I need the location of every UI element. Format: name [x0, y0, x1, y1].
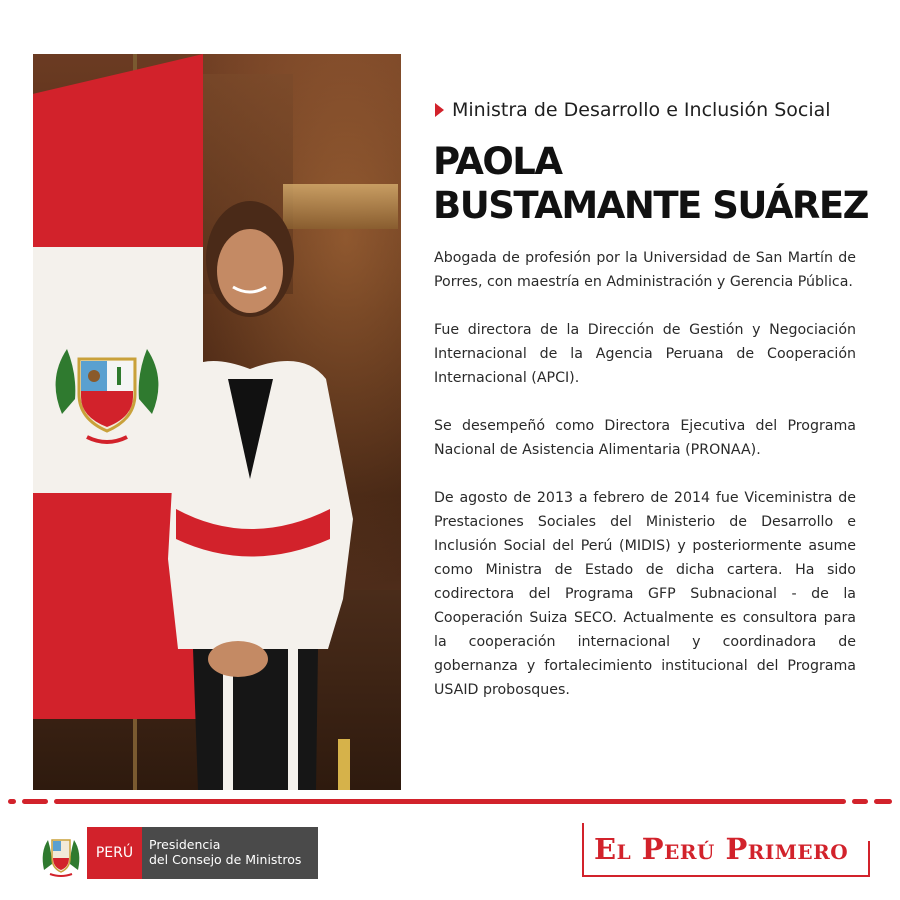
divider-segment [874, 799, 892, 804]
red-triangle-bullet-icon [435, 103, 444, 117]
portrait-photo [33, 54, 401, 790]
divider-segment [852, 799, 868, 804]
role-heading [435, 99, 831, 121]
minister-figure [138, 179, 378, 790]
slogan-frame [582, 823, 868, 877]
peru-label-box [87, 827, 142, 879]
section-divider [8, 799, 892, 804]
divider-segment [54, 799, 846, 804]
bio-paragraph-2: Fue directora de la Dirección de Gestión y Negociación Internacional de la Agencia Peruana de Cooperación Internacional (APCI). [434, 322, 856, 386]
country-label: PERÚ [95, 845, 134, 861]
biography [434, 246, 856, 726]
national-shield-icon [40, 830, 82, 878]
role-text: Ministra de Desarrollo e Inclusión Social [452, 99, 831, 121]
institution-line-2: del Consejo de Ministros [149, 852, 302, 867]
name-line-1: PAOLA [433, 140, 562, 183]
institution-line-1: Presidencia [149, 837, 221, 852]
bio-paragraph-3: Se desempeñó como Directora Ejecutiva del Programa Nacional de Asistencia Alimentaria (PRONAA). [434, 418, 856, 458]
bio-paragraph-4: De agosto de 2013 a febrero de 2014 fue Viceministra de Prestaciones Sociales del Ministerio de Desarrollo e Inclusión Social del Perú (MIDIS) y posteriormente asume como Ministra de Estado de dicha cartera. Ha sido codirectora del Programa GFP Subnacional - de la Cooperación Suiza SECO. Actualmente es consultora para la cooperación internacional y coordinadora de gobernanza y fortalecimiento institucional del Programa USAID probosques. [434, 490, 856, 698]
person-name [433, 140, 873, 228]
bio-paragraph-1: Abogada de profesión por la Universidad de San Martín de Porres, con maestría en Administración y Gerencia Pública. [434, 250, 856, 290]
slogan-text: El Perú Primero [594, 832, 849, 866]
divider-segment [8, 799, 16, 804]
divider-segment [22, 799, 48, 804]
name-line-2: BUSTAMANTE SUÁREZ [433, 184, 868, 227]
institution-label-box [142, 827, 318, 879]
